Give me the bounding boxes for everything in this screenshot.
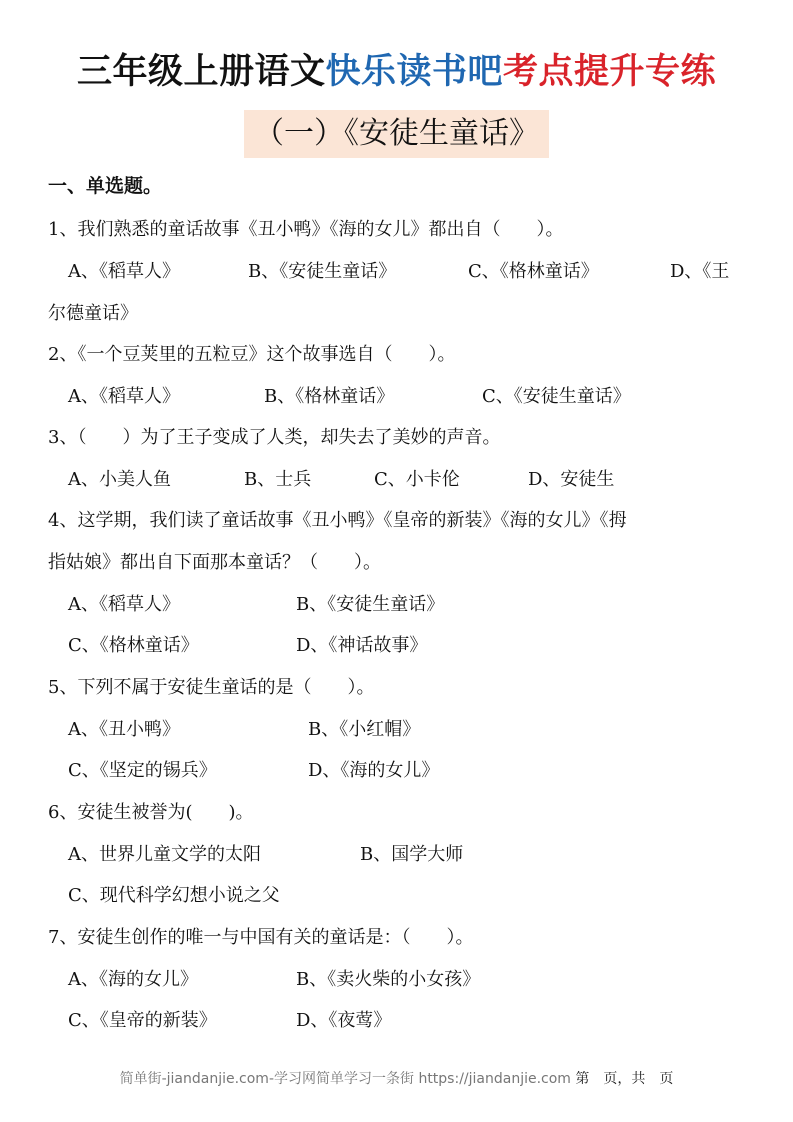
question-3-option-d: D、安徒生 — [528, 469, 615, 490]
question-6-option-c: C、现代科学幻想小说之父 — [68, 885, 280, 906]
question-2-stem: 2、《一个豆荚里的五粒豆》这个故事选自（ ）。 — [48, 344, 456, 365]
title-part-practice: 考点提升专练 — [503, 52, 717, 92]
question-7-stem: 7、安徒生创作的唯一与中国有关的童话是：（ ）。 — [48, 927, 474, 948]
question-1-option-b: B、《安徒生童话》 — [248, 261, 397, 282]
title-part-reading: 快乐读书吧 — [325, 52, 503, 92]
question-4-option-d: D、《神话故事》 — [296, 635, 428, 656]
question-3-option-b: B、士兵 — [244, 469, 312, 490]
question-4-option-c: C、《格林童话》 — [68, 635, 199, 656]
question-7-option-b: B、《卖火柴的小女孩》 — [296, 969, 481, 990]
subtitle: （一）《安徒生童话》 — [244, 110, 549, 158]
question-1-option-a: A、《稻草人》 — [68, 261, 180, 282]
question-6-option-b: B、国学大师 — [360, 844, 464, 865]
question-4-stem: 4、这学期，我们读了童话故事《丑小鸭》《皇帝的新装》《海的女儿》《拇 — [48, 510, 627, 531]
question-2-option-a: A、《稻草人》 — [68, 386, 180, 407]
section-heading: 一、单选题。 — [48, 175, 163, 197]
page-number: 第 页，共 页 — [575, 1071, 674, 1087]
question-7-option-a: A、《海的女儿》 — [68, 969, 198, 990]
subtitle-banner — [0, 110, 793, 158]
question-7-option-c: C、《皇帝的新装》 — [68, 1010, 217, 1031]
question-4-stem-continued: 指姑娘》都出自下面那本童话？（ ）。 — [48, 552, 381, 573]
question-1-option-d-continued: 尔德童话》 — [48, 303, 138, 324]
question-2-option-c: C、《安徒生童话》 — [482, 386, 631, 407]
document-title — [0, 50, 793, 94]
question-5-stem: 5、下列不属于安徒生童话的是（ ）。 — [48, 677, 375, 698]
question-5-option-a: A、《丑小鸭》 — [68, 719, 180, 740]
question-1-stem: 1、我们熟悉的童话故事《丑小鸭》《海的女儿》都出自（ ）。 — [48, 219, 564, 240]
question-4-option-a: A、《稻草人》 — [68, 594, 180, 615]
question-3-option-c: C、小卡伦 — [374, 469, 460, 490]
question-2-option-b: B、《格林童话》 — [264, 386, 395, 407]
question-3-option-a: A、小美人鱼 — [68, 469, 171, 490]
question-1-option-c: C、《格林童话》 — [468, 261, 599, 282]
footer-watermark-text: 简单街-jiandanjie.com-学习网简单学习一条街 https://jiandanjie.com — [119, 1071, 571, 1087]
question-6-stem: 6、安徒生被誉为( )。 — [48, 802, 254, 823]
title-part-grade: 三年级上册语文 — [76, 52, 326, 92]
question-3-stem: 3、（ ）为了王子变成了人类，却失去了美妙的声音。 — [48, 427, 501, 448]
question-7-option-d: D、《夜莺》 — [296, 1010, 392, 1031]
question-5-option-c: C、《坚定的锡兵》 — [68, 760, 217, 781]
question-5-option-b: B、《小红帽》 — [308, 719, 421, 740]
page-footer — [0, 1068, 793, 1088]
question-4-option-b: B、《安徒生童话》 — [296, 594, 445, 615]
question-1-option-d: D、《王 — [670, 261, 730, 282]
question-5-option-d: D、《海的女儿》 — [308, 760, 440, 781]
question-6-option-a: A、世界儿童文学的太阳 — [68, 844, 261, 865]
